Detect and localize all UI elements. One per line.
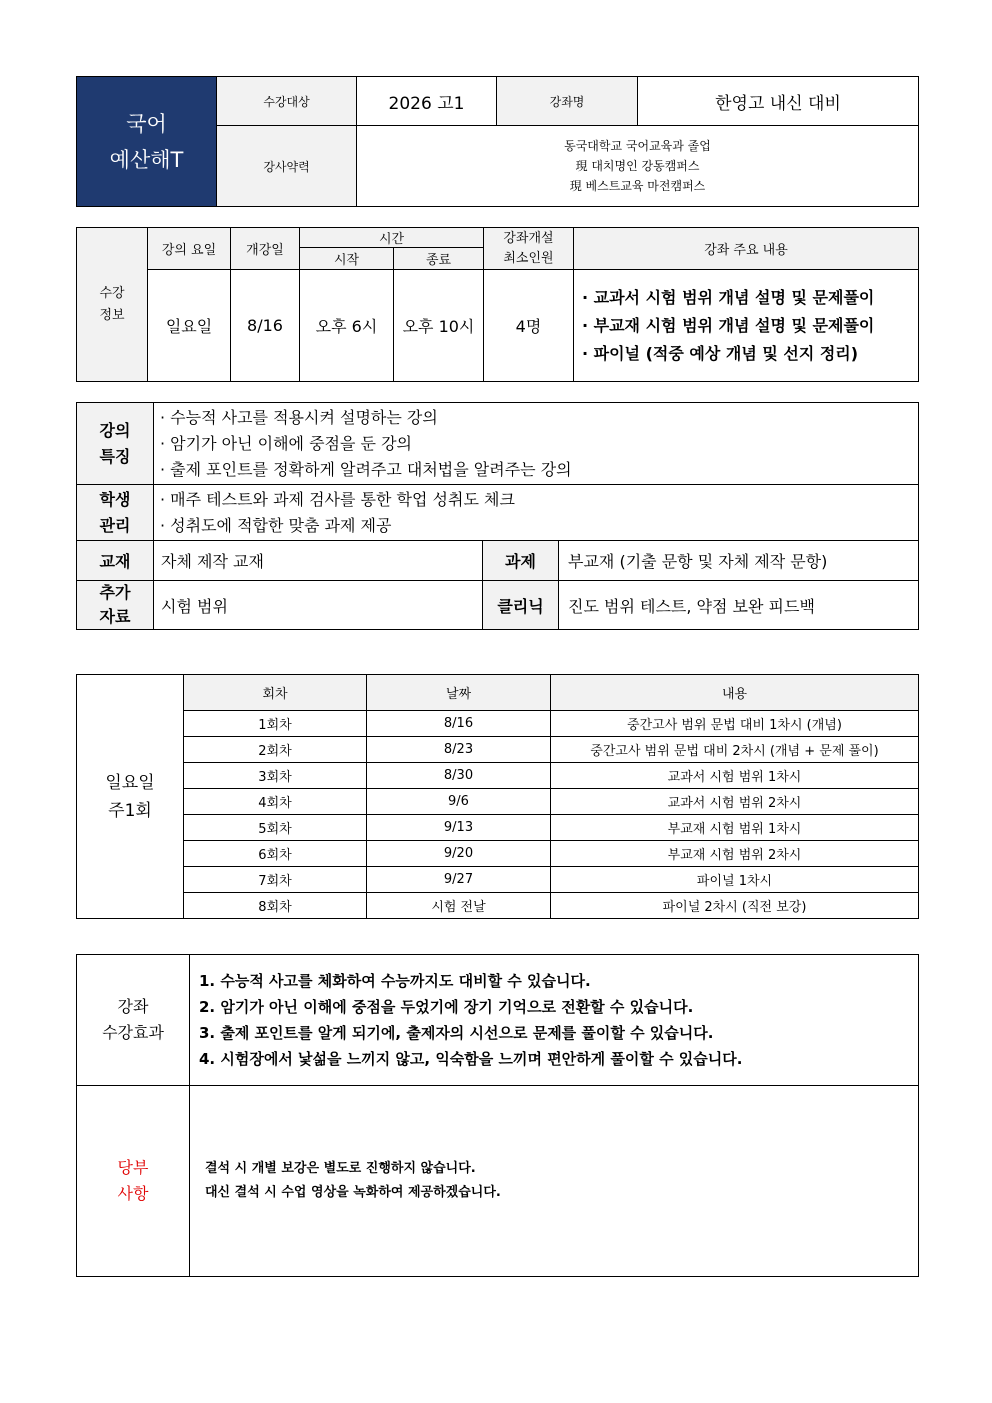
day-value: 일요일 <box>148 270 231 382</box>
col-time: 시간 <box>300 228 484 248</box>
teacher-name: 예산해T <box>109 147 184 172</box>
content-cell: 중간고사 범위 문법 대비 1차시 (개념) <box>551 711 919 737</box>
date-cell: 8/30 <box>367 763 551 789</box>
notice-item: 결석 시 개별 보강은 별도로 진행하지 않습니다. <box>205 1161 476 1176</box>
content-item: · 교과서 시험 범위 개념 설명 및 문제풀이 <box>582 287 875 307</box>
schedule-header-date: 날짜 <box>367 675 551 711</box>
subject-title: 국어 <box>126 111 167 136</box>
open-value: 8/16 <box>231 270 300 382</box>
manage-list <box>154 485 919 541</box>
col-min: 강좌개설 최소인원 <box>484 228 574 270</box>
date-cell: 9/27 <box>367 867 551 893</box>
col-day: 강의 요일 <box>148 228 231 270</box>
effects-label: 강좌 수강효과 <box>77 955 190 1086</box>
session-cell: 2회차 <box>184 737 367 763</box>
notice-label: 당부 사항 <box>77 1086 190 1277</box>
effect-item: 4. 시험장에서 낯섦을 느끼지 않고, 익숙함을 느끼며 편안하게 풀이할 수 있습니다. <box>199 1050 743 1068</box>
clinic-value: 진도 범위 테스트, 약점 보완 피드백 <box>559 581 919 630</box>
info-table <box>76 227 919 382</box>
table-row <box>77 841 919 867</box>
date-cell: 9/20 <box>367 841 551 867</box>
table-row <box>77 815 919 841</box>
table-row <box>77 789 919 815</box>
content-cell: 부교재 시험 범위 2차시 <box>551 841 919 867</box>
session-cell: 8회차 <box>184 893 367 919</box>
career-list <box>357 126 919 207</box>
career-line: 동국대학교 국어교육과 졸업 <box>564 139 711 153</box>
content-cell: 파이널 1차시 <box>551 867 919 893</box>
col-content: 강좌 주요 내용 <box>574 228 919 270</box>
date-cell: 9/13 <box>367 815 551 841</box>
features-label: 강의 특징 <box>77 403 154 485</box>
table-row <box>77 893 919 919</box>
schedule-header-content: 내용 <box>551 675 919 711</box>
effect-item: 1. 수능적 사고를 체화하여 수능까지도 대비할 수 있습니다. <box>199 972 591 990</box>
course-value: 한영고 내신 대비 <box>638 77 919 126</box>
features-table <box>76 402 919 630</box>
session-cell: 7회차 <box>184 867 367 893</box>
session-cell: 4회차 <box>184 789 367 815</box>
subject-teacher-box <box>77 77 217 207</box>
course-label: 강좌명 <box>497 77 638 126</box>
col-start: 시작 <box>300 248 394 270</box>
date-cell: 8/23 <box>367 737 551 763</box>
date-cell: 9/6 <box>367 789 551 815</box>
extra-label: 추가 자료 <box>77 581 154 630</box>
clinic-label: 클리닉 <box>483 581 559 630</box>
end-value: 오후 10시 <box>394 270 484 382</box>
table-row <box>77 737 919 763</box>
col-open: 개강일 <box>231 228 300 270</box>
session-cell: 5회차 <box>184 815 367 841</box>
feature-item: · 암기가 아닌 이해에 중점을 둔 강의 <box>160 433 412 453</box>
start-value: 오후 6시 <box>300 270 394 382</box>
career-line: 現 베스트교육 마전캠퍼스 <box>569 179 706 193</box>
homework-value: 부교재 (기출 문항 및 자체 제작 문항) <box>559 541 919 581</box>
effect-item: 3. 출제 포인트를 알게 되기에, 출제자의 시선으로 문제를 풀이할 수 있습니다. <box>199 1024 714 1042</box>
textbook-value: 자체 제작 교재 <box>154 541 483 581</box>
schedule-header-session: 회차 <box>184 675 367 711</box>
min-value: 4명 <box>484 270 574 382</box>
notice-list <box>190 1086 919 1277</box>
career-line: 現 대치명인 강동캠퍼스 <box>575 159 700 173</box>
session-cell: 6회차 <box>184 841 367 867</box>
content-cell: 중간고사 범위 문법 대비 2차시 (개념 + 문제 풀이) <box>551 737 919 763</box>
manage-item: · 매주 테스트와 과제 검사를 통한 학업 성취도 체크 <box>160 489 515 509</box>
notice-item: 대신 결석 시 수업 영상을 녹화하여 제공하겠습니다. <box>205 1185 501 1200</box>
effects-list <box>190 955 919 1086</box>
info-row-label: 수강 정보 <box>77 228 148 382</box>
extra-value: 시험 범위 <box>154 581 483 630</box>
manage-label: 학생 관리 <box>77 485 154 541</box>
col-end: 종료 <box>394 248 484 270</box>
date-cell: 시험 전날 <box>367 893 551 919</box>
effect-item: 2. 암기가 아닌 이해에 중점을 두었기에 장기 기억으로 전환할 수 있습니다. <box>199 998 694 1016</box>
schedule-table <box>76 674 919 919</box>
session-cell: 3회차 <box>184 763 367 789</box>
career-label: 강사약력 <box>217 126 357 207</box>
target-value: 2026 고1 <box>357 77 497 126</box>
schedule-side-label: 일요일 주1회 <box>77 675 184 919</box>
content-list <box>574 270 919 382</box>
content-cell: 교과서 시험 범위 2차시 <box>551 789 919 815</box>
content-item: · 파이널 (적중 예상 개념 및 선지 정리) <box>582 343 859 363</box>
target-label: 수강대상 <box>217 77 357 126</box>
content-cell: 교과서 시험 범위 1차시 <box>551 763 919 789</box>
textbook-label: 교재 <box>77 541 154 581</box>
features-list <box>154 403 919 485</box>
content-cell: 부교재 시험 범위 1차시 <box>551 815 919 841</box>
homework-label: 과제 <box>483 541 559 581</box>
manage-item: · 성취도에 적합한 맞춤 과제 제공 <box>160 515 392 535</box>
table-row <box>77 867 919 893</box>
date-cell: 8/16 <box>367 711 551 737</box>
content-item: · 부교재 시험 범위 개념 설명 및 문제풀이 <box>582 315 875 335</box>
table-row <box>77 711 919 737</box>
feature-item: · 수능적 사고를 적용시켜 설명하는 강의 <box>160 407 438 427</box>
header-table <box>76 76 919 207</box>
table-row <box>77 763 919 789</box>
session-cell: 1회차 <box>184 711 367 737</box>
content-cell: 파이널 2차시 (직전 보강) <box>551 893 919 919</box>
effects-table <box>76 954 919 1277</box>
feature-item: · 출제 포인트를 정확하게 알려주고 대처법을 알려주는 강의 <box>160 459 572 479</box>
